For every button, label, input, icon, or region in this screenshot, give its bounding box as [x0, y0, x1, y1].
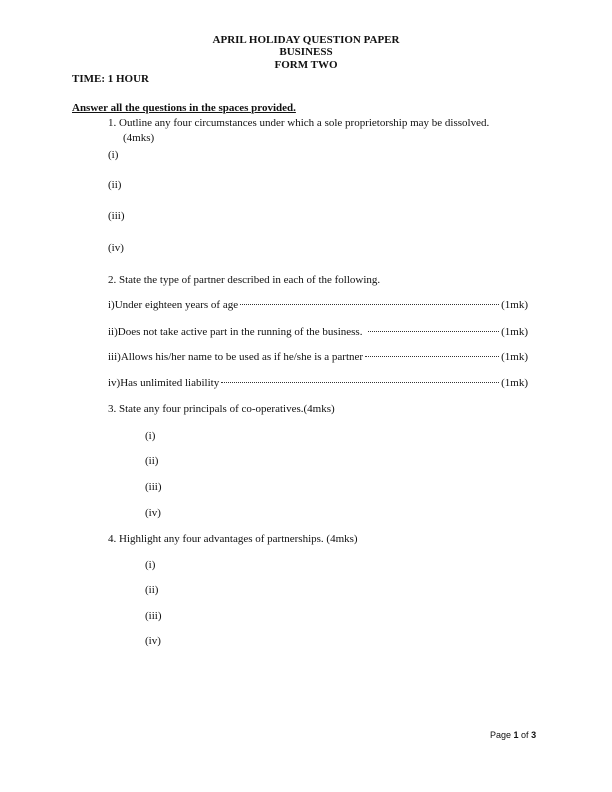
q2-item-marks: (1mk) — [501, 326, 528, 338]
answer-leader — [221, 382, 499, 383]
q2-item — [108, 325, 528, 339]
question-1: 1. Outline any four circumstances under which a sole proprietorship may be dissolved. — [108, 117, 490, 129]
q2-item — [108, 376, 528, 390]
current-page: 1 — [513, 730, 519, 740]
q2-item-label: iv)Has unlimited liability — [108, 377, 220, 389]
form-title: FORM TWO — [274, 59, 338, 71]
answer-leader — [365, 356, 499, 357]
subject-title: BUSINESS — [279, 46, 333, 58]
q3-part: (iv) — [145, 507, 161, 519]
q4-part: (ii) — [145, 584, 159, 596]
q1-part: (i) — [108, 149, 119, 161]
q2-item-marks: (1mk) — [501, 377, 528, 389]
q2-item-label: ii)Does not take active part in the running of the business. — [108, 326, 363, 338]
question-3: 3. State any four principals of co-operatives.(4mks) — [108, 403, 335, 415]
question-1-marks: (4mks) — [123, 132, 155, 144]
paper-title: APRIL HOLIDAY QUESTION PAPER — [212, 34, 400, 46]
q2-item-marks: (1mk) — [501, 351, 528, 363]
q1-part: (ii) — [108, 179, 122, 191]
q2-item — [108, 350, 528, 364]
q3-part: (iii) — [145, 481, 162, 493]
q1-part: (iii) — [108, 210, 125, 222]
question-4: 4. Highlight any four advantages of partnerships. (4mks) — [108, 533, 358, 545]
instructions: Answer all the questions in the spaces provided. — [72, 102, 296, 114]
total-pages: 3 — [531, 730, 537, 740]
q2-item-label: i)Under eighteen years of age — [108, 299, 239, 311]
q4-part: (i) — [145, 559, 156, 571]
question-2: 2. State the type of partner described in each of the following. — [108, 274, 381, 286]
q2-item-marks: (1mk) — [501, 299, 528, 311]
q2-item — [108, 298, 528, 312]
time-allowed: TIME: 1 HOUR — [72, 73, 149, 85]
page-number — [490, 730, 536, 740]
q1-part: (iv) — [108, 242, 124, 254]
q2-item-label: iii)Allows his/her name to be used as if he/she is a partner — [108, 351, 364, 363]
page-of: of — [518, 730, 532, 740]
answer-leader — [368, 331, 499, 332]
q4-part: (iv) — [145, 635, 161, 647]
q3-part: (ii) — [145, 455, 159, 467]
page-label: Page — [490, 730, 514, 740]
answer-leader — [240, 304, 499, 305]
q3-part: (i) — [145, 430, 156, 442]
q4-part: (iii) — [145, 610, 162, 622]
